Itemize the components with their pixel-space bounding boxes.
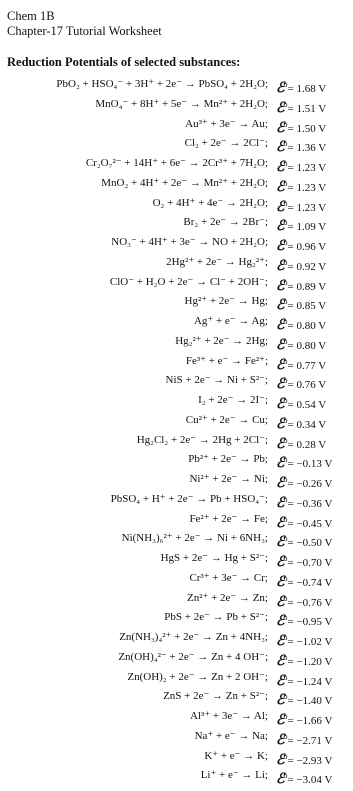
- reaction-row: [0, 747, 353, 767]
- potential-value: = −0.70 V: [287, 557, 333, 569]
- potential-value: = 0.80 V: [287, 320, 327, 332]
- standard-state-degree-symbol: o: [283, 119, 288, 129]
- potential-symbol: ℰ: [276, 574, 285, 590]
- potential-symbol: ℰ: [276, 179, 285, 195]
- potential-value: = 1.09 V: [287, 221, 327, 234]
- reaction-row: [0, 490, 353, 510]
- standard-state-degree-symbol: o: [283, 475, 288, 484]
- standard-state-degree-symbol: o: [283, 80, 288, 89]
- half-reaction-equation: Zn(OH)₄²⁻ + 2e⁻ → Zn + 4 OH⁻;: [118, 650, 268, 663]
- potential-symbol: ℰ: [276, 337, 285, 353]
- standard-potential: [276, 766, 332, 791]
- standard-state-degree-symbol: o: [283, 178, 288, 188]
- standard-state-degree-symbol: o: [283, 139, 288, 149]
- potential-value: = 1.36 V: [287, 142, 327, 155]
- reaction-row: [0, 470, 353, 490]
- standard-state-degree-symbol: o: [283, 336, 288, 346]
- reaction-row: [0, 431, 353, 451]
- potential-value: = 1.51 V: [287, 102, 327, 115]
- potential-value: = 0.85 V: [287, 300, 327, 313]
- reaction-row: [0, 352, 353, 372]
- standard-state-degree-symbol: o: [283, 297, 288, 307]
- potential-value: = 0.34 V: [287, 418, 327, 431]
- potential-value: = 0.80 V: [287, 339, 327, 352]
- standard-state-degree-symbol: o: [283, 356, 288, 366]
- standard-state-degree-symbol: o: [283, 712, 288, 721]
- half-reaction-equation: MnO₄⁻ + 8H⁺ + 5e⁻ → Mn²⁺ + 2H₂O;: [95, 97, 268, 110]
- reaction-row: [0, 569, 353, 589]
- standard-state-degree-symbol: o: [283, 751, 288, 761]
- potential-value: = −1.24 V: [287, 675, 333, 688]
- half-reaction-equation: Fe²⁺ + 2e⁻ → Fe;: [189, 512, 268, 525]
- reaction-row: [0, 450, 353, 470]
- standard-state-degree-symbol: o: [283, 771, 288, 781]
- reaction-row: [0, 529, 353, 549]
- half-reaction-equation: PbO₂ + HSO₄⁻ + 3H⁺ + 2e⁻ → PbSO₄ + 2H₂O;: [56, 78, 268, 90]
- standard-state-degree-symbol: o: [283, 277, 288, 287]
- potential-symbol: ℰ: [276, 732, 285, 748]
- standard-state-degree-symbol: o: [283, 534, 288, 544]
- potential-symbol: ℰ: [276, 436, 285, 452]
- reaction-row: [0, 668, 353, 688]
- potential-symbol: ℰ: [276, 199, 285, 215]
- reduction-potential-table: [0, 75, 353, 786]
- reaction-row: [0, 727, 353, 747]
- reaction-row: [0, 766, 353, 786]
- potential-symbol: ℰ: [276, 120, 285, 136]
- half-reaction-equation: PbSO₄ + H⁺ + 2e⁻ → Pb + HSO₄⁻;: [110, 492, 268, 505]
- potential-symbol: ℰ: [276, 634, 285, 649]
- standard-state-degree-symbol: o: [283, 613, 288, 623]
- reaction-row: [0, 589, 353, 609]
- half-reaction-equation: Li⁺ + e⁻ → Li;: [200, 769, 268, 782]
- half-reaction-equation: Zn(NH₃)₄²⁺ + 2e⁻ → Zn + 4NH₃;: [119, 631, 268, 643]
- section-title: Reduction Potentials of selected substances:: [7, 55, 241, 69]
- half-reaction-equation: PbS + 2e⁻ → Pb + S²⁻;: [164, 611, 268, 624]
- potential-value: = −0.50 V: [287, 537, 333, 550]
- reaction-row: [0, 549, 353, 569]
- half-reaction-equation: Cr³⁺ + 3e⁻ → Cr;: [189, 571, 268, 584]
- potential-symbol: ℰ: [276, 752, 285, 768]
- reaction-row: [0, 233, 353, 253]
- standard-state-degree-symbol: o: [283, 652, 288, 662]
- standard-state-degree-symbol: o: [283, 573, 288, 583]
- half-reaction-equation: Au³⁺ + 3e⁻ → Au;: [185, 117, 268, 130]
- reaction-row: [0, 194, 353, 214]
- potential-symbol: ℰ: [276, 239, 285, 254]
- potential-value: = −0.45 V: [287, 517, 333, 530]
- reaction-row: [0, 292, 353, 312]
- half-reaction-equation: I₂ + 2e⁻ → 2I⁻;: [198, 394, 268, 406]
- half-reaction-equation: Zn(OH)₂ + 2e⁻ → Zn + 2 OH⁻;: [127, 670, 268, 683]
- potential-value: = −1.66 V: [287, 715, 333, 727]
- half-reaction-equation: Ni(NH₃)₆²⁺ + 2e⁻ → Ni + 6NH₃;: [121, 532, 268, 545]
- standard-state-degree-symbol: o: [283, 376, 288, 386]
- half-reaction-equation: NO₃⁻ + 4H⁺ + 3e⁻ → NO + 2H₂O;: [111, 236, 268, 248]
- potential-symbol: ℰ: [276, 278, 285, 294]
- potential-symbol: ℰ: [276, 140, 285, 156]
- potential-value: = −1.02 V: [287, 636, 333, 648]
- half-reaction-equation: Cr₂O₇²⁻ + 14H⁺ + 6e⁻ → 2Cr³⁺ + 7H₂O;: [85, 157, 268, 169]
- potential-value: = −0.13 V: [287, 458, 333, 471]
- potential-value: = −0.74 V: [287, 576, 333, 589]
- potential-value: = 1.23 V: [287, 201, 327, 214]
- potential-symbol: ℰ: [276, 693, 285, 709]
- half-reaction-equation: Zn²⁺ + 2e⁻ → Zn;: [187, 591, 268, 604]
- potential-symbol: ℰ: [276, 219, 285, 235]
- potential-symbol: ℰ: [276, 495, 285, 511]
- reaction-row: [0, 687, 353, 707]
- reaction-row: [0, 213, 353, 233]
- standard-state-degree-symbol: o: [283, 731, 288, 741]
- reaction-row: [0, 273, 353, 293]
- reaction-row: [0, 648, 353, 668]
- standard-state-degree-symbol: o: [283, 692, 288, 702]
- half-reaction-equation: Ag⁺ + e⁻ → Ag;: [193, 315, 268, 327]
- course-title: Chem 1B: [7, 9, 55, 23]
- half-reaction-equation: K⁺ + e⁻ → K;: [204, 749, 268, 762]
- potential-symbol: ℰ: [276, 653, 285, 669]
- standard-state-degree-symbol: o: [283, 218, 288, 228]
- reaction-row: [0, 312, 353, 332]
- potential-value: = −1.40 V: [287, 695, 333, 708]
- potential-value: = −0.26 V: [287, 478, 333, 490]
- reaction-row: [0, 95, 353, 115]
- potential-value: = 0.96 V: [287, 241, 327, 253]
- half-reaction-equation: Ni²⁺ + 2e⁻ → Ni;: [189, 473, 268, 485]
- potential-symbol: ℰ: [276, 377, 285, 393]
- half-reaction-equation: Pb²⁺ + 2e⁻ → Pb;: [188, 453, 268, 466]
- potential-symbol: ℰ: [276, 594, 285, 610]
- standard-state-degree-symbol: o: [283, 198, 288, 208]
- potential-value: = 1.50 V: [287, 122, 327, 135]
- potential-symbol: ℰ: [276, 515, 285, 531]
- half-reaction-equation: HgS + 2e⁻ → Hg + S²⁻;: [160, 552, 268, 564]
- half-reaction-equation: O₂ + 4H⁺ + 4e⁻ → 2H₂O;: [152, 196, 268, 209]
- half-reaction-equation: MnO₂ + 4H⁺ + 2e⁻ → Mn²⁺ + 2H₂O;: [101, 176, 268, 189]
- potential-value: = −2.93 V: [287, 754, 333, 767]
- reaction-row: [0, 608, 353, 628]
- reaction-row: [0, 707, 353, 727]
- standard-state-degree-symbol: o: [283, 554, 288, 563]
- standard-state-degree-symbol: o: [283, 633, 288, 642]
- potential-symbol: ℰ: [276, 318, 285, 333]
- half-reaction-equation: Br₂ + 2e⁻ → 2Br⁻;: [183, 216, 268, 229]
- potential-value: = −0.76 V: [287, 596, 333, 609]
- reaction-row: [0, 628, 353, 648]
- reaction-row: [0, 411, 353, 431]
- potential-value: = 1.23 V: [287, 181, 327, 194]
- potential-symbol: ℰ: [276, 160, 285, 175]
- potential-value: = −2.71 V: [287, 734, 333, 747]
- half-reaction-equation: Al³⁺ + 3e⁻ → Al;: [190, 710, 268, 722]
- potential-value: = 0.28 V: [287, 438, 327, 451]
- reaction-row: [0, 332, 353, 352]
- reaction-row: [0, 371, 353, 391]
- standard-state-degree-symbol: o: [283, 514, 288, 524]
- potential-symbol: ℰ: [276, 535, 285, 551]
- potential-value: = 1.68 V: [287, 83, 327, 95]
- half-reaction-equation: Cl₂ + 2e⁻ → 2Cl⁻;: [184, 137, 268, 150]
- potential-value: = −0.36 V: [287, 497, 333, 510]
- standard-state-degree-symbol: o: [283, 593, 288, 603]
- potential-symbol: ℰ: [276, 673, 285, 689]
- reaction-row: [0, 134, 353, 154]
- potential-value: = 0.54 V: [287, 399, 327, 411]
- half-reaction-equation: ClO⁻ + H₂O + 2e⁻ → Cl⁻ + 2OH⁻;: [109, 275, 268, 288]
- potential-symbol: ℰ: [276, 416, 285, 432]
- half-reaction-equation: Na⁺ + e⁻ → Na;: [194, 729, 268, 742]
- half-reaction-equation: Hg₂Cl₂ + 2e⁻ → 2Hg + 2Cl⁻;: [136, 433, 268, 446]
- half-reaction-equation: 2Hg²⁺ + 2e⁻ → Hg₂²⁺;: [166, 255, 268, 268]
- potential-value: = −0.95 V: [287, 616, 333, 629]
- reaction-row: [0, 154, 353, 174]
- potential-symbol: ℰ: [276, 476, 285, 491]
- standard-state-degree-symbol: o: [283, 99, 288, 109]
- reaction-row: [0, 174, 353, 194]
- standard-state-degree-symbol: o: [283, 672, 288, 682]
- potential-symbol: ℰ: [276, 357, 285, 373]
- potential-value: = 0.92 V: [287, 260, 327, 273]
- potential-value: = 0.89 V: [287, 280, 327, 293]
- potential-symbol: ℰ: [276, 258, 285, 274]
- potential-value: = 0.76 V: [287, 379, 327, 392]
- reaction-row: [0, 391, 353, 411]
- potential-symbol: ℰ: [276, 555, 285, 570]
- half-reaction-equation: Hg²⁺ + 2e⁻ → Hg;: [184, 295, 268, 308]
- standard-state-degree-symbol: o: [283, 455, 288, 465]
- potential-value: = 0.77 V: [287, 359, 327, 372]
- standard-state-degree-symbol: o: [283, 257, 288, 267]
- worksheet-subtitle: Chapter-17 Tutorial Worksheet: [7, 24, 162, 38]
- reaction-row: [0, 253, 353, 273]
- standard-state-degree-symbol: o: [283, 435, 288, 445]
- potential-symbol: ℰ: [276, 713, 285, 728]
- half-reaction-equation: ZnS + 2e⁻ → Zn + S²⁻;: [163, 690, 268, 703]
- half-reaction-equation: Cu²⁺ + 2e⁻ → Cu;: [185, 413, 268, 426]
- potential-symbol: ℰ: [276, 81, 285, 96]
- reaction-row: [0, 115, 353, 135]
- standard-state-degree-symbol: o: [283, 396, 288, 405]
- document-header: [7, 9, 162, 39]
- potential-symbol: ℰ: [276, 456, 285, 472]
- potential-symbol: ℰ: [276, 772, 285, 788]
- standard-state-degree-symbol: o: [283, 159, 288, 168]
- reaction-row: [0, 75, 353, 95]
- half-reaction-equation: Fe³⁺ + e⁻ → Fe²⁺;: [185, 354, 268, 367]
- potential-value: = −3.04 V: [287, 774, 333, 787]
- standard-state-degree-symbol: o: [283, 317, 288, 326]
- standard-state-degree-symbol: o: [283, 415, 288, 425]
- reaction-row: [0, 510, 353, 530]
- standard-state-degree-symbol: o: [283, 494, 288, 504]
- potential-symbol: ℰ: [276, 397, 285, 412]
- potential-value: = 1.23 V: [287, 162, 327, 174]
- potential-value: = −1.20 V: [287, 655, 333, 668]
- potential-symbol: ℰ: [276, 298, 285, 314]
- potential-symbol: ℰ: [276, 100, 285, 116]
- standard-state-degree-symbol: o: [283, 238, 288, 247]
- half-reaction-equation: NiS + 2e⁻ → Ni + S²⁻;: [165, 374, 268, 387]
- half-reaction-equation: Hg₂²⁺ + 2e⁻ → 2Hg;: [175, 334, 268, 347]
- potential-symbol: ℰ: [276, 614, 285, 630]
